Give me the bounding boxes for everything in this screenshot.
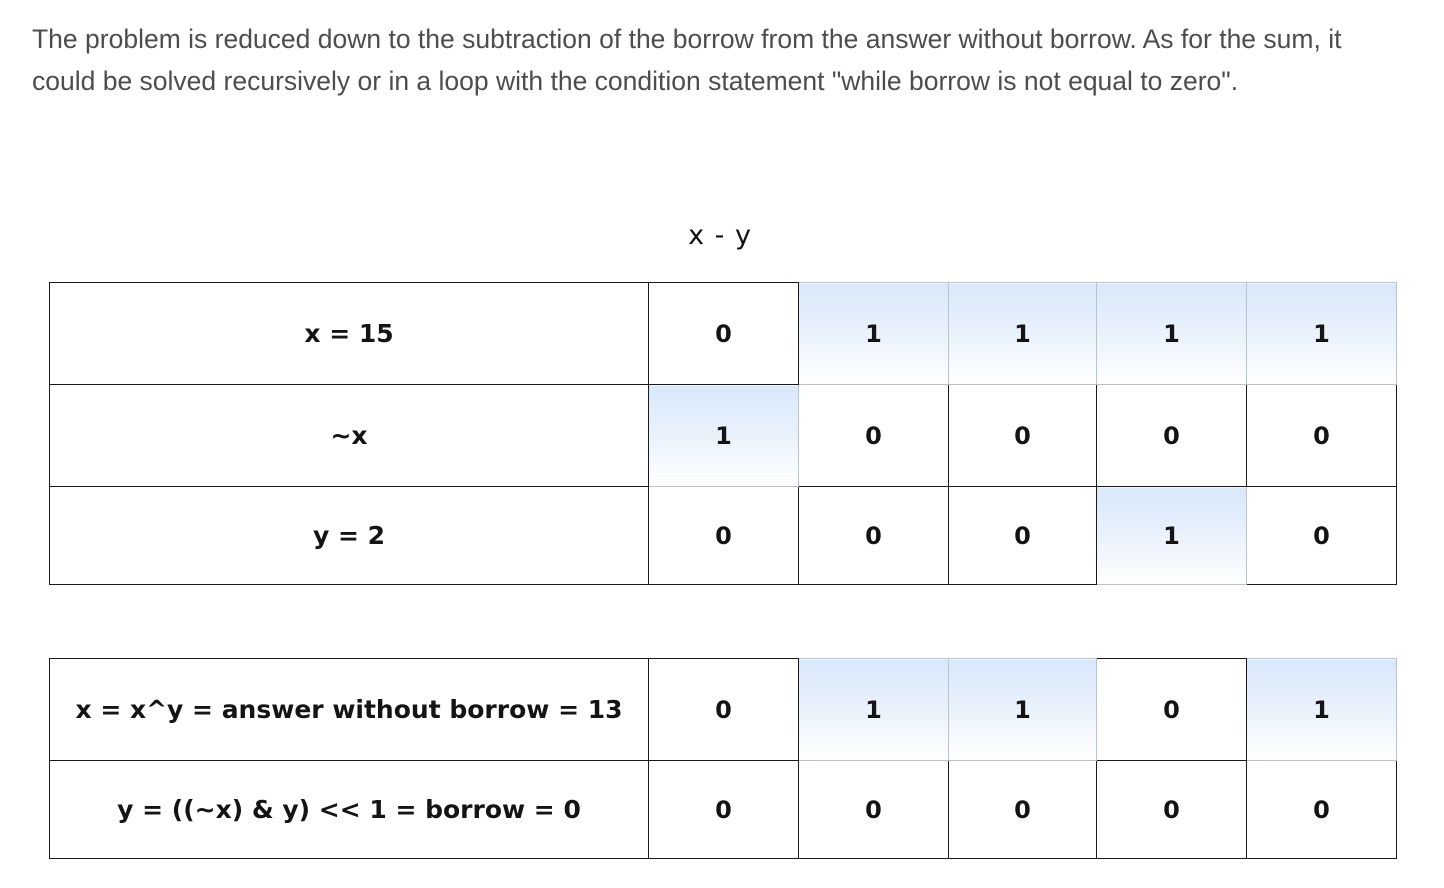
bit-cell: 0 <box>949 385 1097 487</box>
bit-table-inputs <box>49 282 1397 585</box>
table-row <box>50 385 1397 487</box>
bit-cell: 1 <box>799 659 949 761</box>
row-label: ~x <box>50 385 649 487</box>
explanation-paragraph: The problem is reduced down to the subtraction of the borrow from the answer without borrow. As for the sum, it could be solved recursively or in a loop with the condition statement "while borrow is not equal to zero". <box>32 24 1342 96</box>
bit-cell: 1 <box>1247 283 1397 385</box>
bit-table-results <box>49 658 1397 859</box>
bit-cell: 1 <box>1247 659 1397 761</box>
bit-cell: 0 <box>649 659 799 761</box>
table-row <box>50 487 1397 585</box>
bit-cell: 1 <box>949 659 1097 761</box>
bit-cell: 1 <box>649 385 799 487</box>
table-row <box>50 659 1397 761</box>
bit-cell: 0 <box>1247 761 1397 859</box>
bit-cell: 0 <box>1247 487 1397 585</box>
table-row <box>50 283 1397 385</box>
row-label: y = ((~x) & y) << 1 = borrow = 0 <box>50 761 649 859</box>
table-row <box>50 761 1397 859</box>
bit-cell: 0 <box>949 487 1097 585</box>
bit-cell: 1 <box>799 283 949 385</box>
row-label: x = 15 <box>50 283 649 385</box>
bit-cell: 0 <box>1097 659 1247 761</box>
bit-cell: 0 <box>1097 385 1247 487</box>
bit-cell: 0 <box>799 487 949 585</box>
row-label: y = 2 <box>50 487 649 585</box>
bit-cell: 0 <box>649 487 799 585</box>
bit-cell: 1 <box>949 283 1097 385</box>
bit-cell: 1 <box>1097 283 1247 385</box>
bit-cell: 0 <box>1247 385 1397 487</box>
bit-cell: 0 <box>649 283 799 385</box>
bit-cell: 1 <box>1097 487 1247 585</box>
bit-cell: 0 <box>799 761 949 859</box>
bit-cell: 0 <box>649 761 799 859</box>
row-label: x = x^y = answer without borrow = 13 <box>50 659 649 761</box>
bit-cell: 0 <box>1097 761 1247 859</box>
bit-cell: 0 <box>949 761 1097 859</box>
bit-cell: 0 <box>799 385 949 487</box>
diagram-caption: x - y <box>688 220 752 251</box>
